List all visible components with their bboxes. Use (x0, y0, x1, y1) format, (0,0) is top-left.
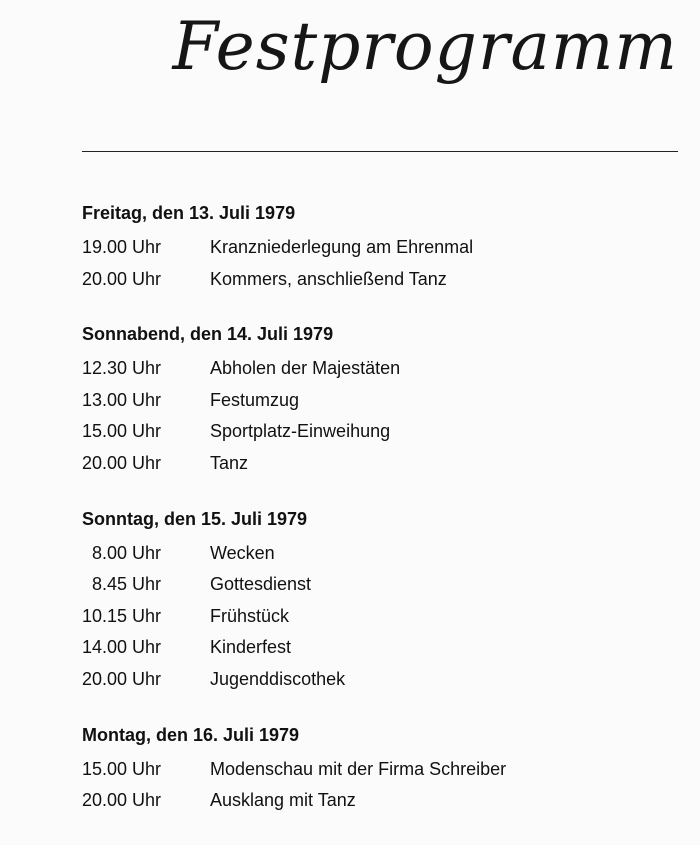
event-description: Kranzniederlegung am Ehrenmal (210, 237, 474, 257)
event-row (82, 452, 682, 484)
event-time: 13.00 Uhr (82, 389, 162, 410)
event-description: Festumzug (210, 389, 300, 410)
event-description: Wecken (210, 542, 275, 563)
event-row (82, 573, 682, 605)
event-time: 8.00 Uhr (82, 542, 162, 563)
day-heading: Sonnabend, den 14. Juli 1979 (82, 324, 334, 345)
event-description: Ausklang mit Tanz (210, 790, 356, 811)
event-description: Kinderfest (210, 637, 292, 658)
event-description: Kommers, anschließend Tanz (210, 268, 447, 289)
event-row (82, 605, 682, 637)
event-time: 20.00 Uhr (82, 790, 162, 811)
event-description: Gottesdienst (210, 574, 312, 595)
event-description: Jugenddiscothek (210, 668, 346, 689)
page-title: Festprogramm (172, 8, 678, 85)
event-row (82, 789, 682, 821)
event-description: Frühstück (210, 605, 290, 626)
event-row (82, 758, 682, 790)
event-time: 15.00 Uhr (82, 421, 162, 442)
event-description: Sportplatz-Einweihung (210, 421, 391, 442)
event-row (82, 668, 682, 700)
event-time: 19.00 Uhr (82, 237, 162, 257)
event-time: 14.00 Uhr (82, 637, 162, 658)
event-description: Abholen der Majestäten (210, 358, 401, 379)
title-divider (82, 151, 678, 152)
event-time: 15.00 Uhr (82, 758, 162, 779)
event-row (82, 420, 682, 452)
event-time: 20.00 Uhr (82, 452, 162, 473)
day-heading: Sonntag, den 15. Juli 1979 (82, 508, 308, 529)
event-time: 12.30 Uhr (82, 358, 162, 379)
event-time: 8.45 Uhr (82, 574, 162, 595)
event-time: 20.00 Uhr (82, 268, 162, 289)
event-row (82, 236, 682, 268)
day-friday (82, 202, 682, 299)
day-saturday (82, 323, 682, 483)
event-row (82, 542, 682, 574)
event-time: 20.00 Uhr (82, 668, 162, 689)
event-row (82, 389, 682, 421)
event-time: 10.15 Uhr (82, 605, 162, 626)
event-row (82, 268, 682, 300)
program-list (82, 202, 682, 845)
event-description: Tanz (210, 452, 249, 473)
event-description: Modenschau mit der Firma Schreiber (210, 758, 507, 779)
day-monday (82, 724, 682, 821)
day-heading: Montag, den 16. Juli 1979 (82, 724, 300, 745)
day-heading: Freitag, den 13. Juli 1979 (82, 203, 296, 223)
event-row (82, 636, 682, 668)
event-row (82, 357, 682, 389)
day-sunday (82, 508, 682, 700)
